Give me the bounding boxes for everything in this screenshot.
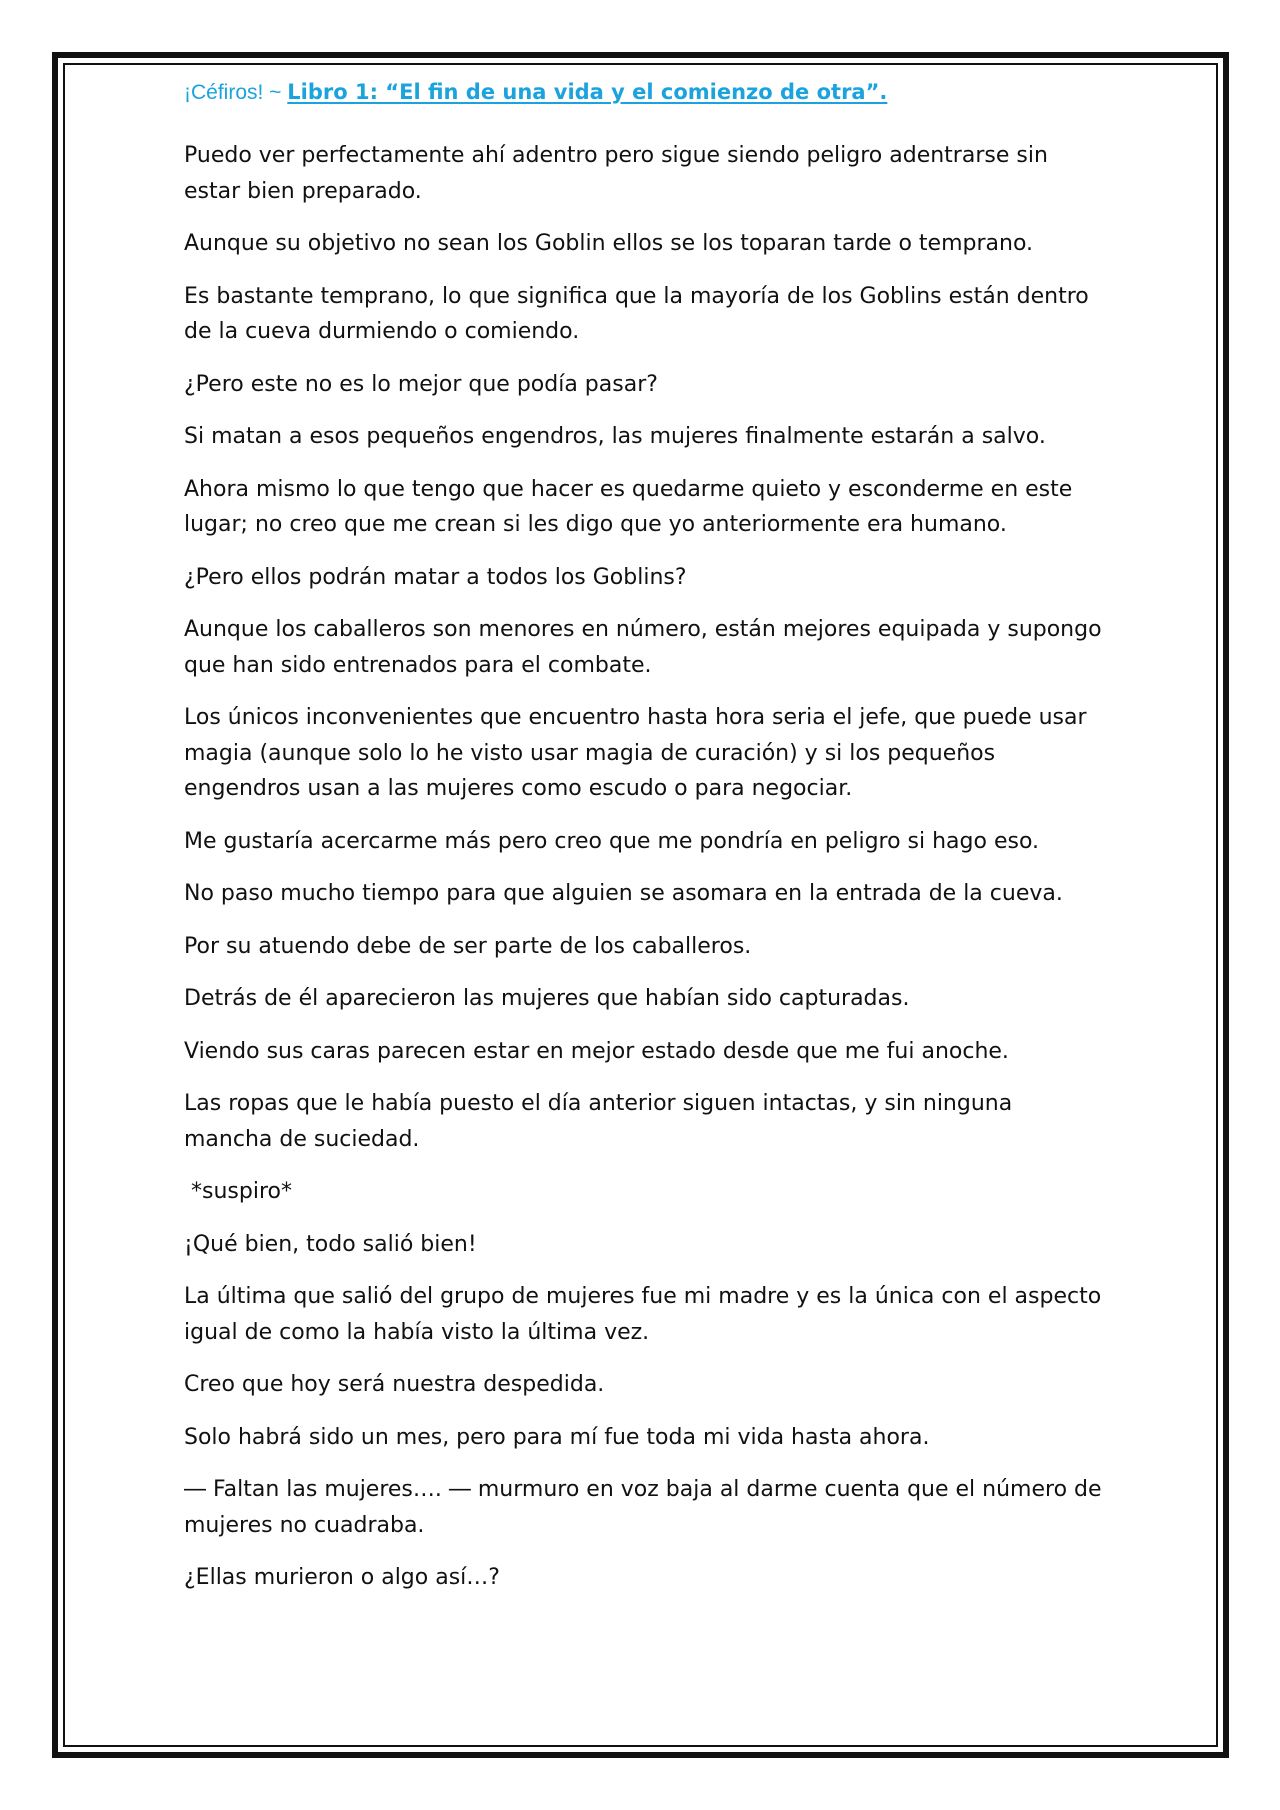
- paragraph: Los únicos inconvenientes que encuentro hasta hora seria el jefe, que puede usar magia (aunque solo lo he visto usar magia de curación) y si los pequeños engendros usan a las mujeres como escudo o para negociar.: [184, 705, 1087, 801]
- paragraph-sound-effect: *suspiro*: [191, 1179, 292, 1204]
- paragraph: Por su atuendo debe de ser parte de los caballeros.: [184, 933, 752, 959]
- paragraph: La última que salió del grupo de mujeres fue mi madre y es la única con el aspecto igual de como la había visto la última vez.: [184, 1284, 1102, 1345]
- book-title: Libro 1: “El fin de una vida y el comienzo de otra”.: [287, 80, 888, 104]
- paragraph: Detrás de él aparecieron las mujeres que habían sido capturadas.: [184, 986, 910, 1011]
- paragraph: ¡Qué bien, todo salió bien!: [184, 1231, 477, 1257]
- paragraph: Viendo sus caras parecen estar en mejor estado desde que me fui anoche.: [184, 1038, 1009, 1064]
- paragraph: ¿Pero este no es lo mejor que podía pasar?: [184, 371, 658, 397]
- paragraph: Me gustaría acercarme más pero creo que me pondría en peligro si hago eso.: [184, 828, 1040, 854]
- paragraph: Puedo ver perfectamente ahí adentro pero sigue siendo peligro adentrarse sin estar bien preparado.: [184, 143, 1048, 204]
- paragraph: Ahora mismo lo que tengo que hacer es quedarme quieto y esconderme en este lugar; no creo que me crean si les digo que yo anteriormente era humano.: [184, 476, 1073, 537]
- paragraph: ¿Pero ellos podrán matar a todos los Goblins?: [184, 564, 687, 590]
- page-header: [184, 70, 1104, 114]
- paragraph: Aunque los caballeros son menores en número, están mejores equipada y supongo que han sido entrenados para el combate.: [184, 617, 1102, 678]
- page-content: [184, 70, 1104, 1613]
- paragraph: Aunque su objetivo no sean los Goblin ellos se los toparan tarde o temprano.: [184, 231, 1034, 256]
- paragraph: No paso mucho tiempo para que alguien se asomara en la entrada de la cueva.: [184, 881, 1063, 906]
- paragraph: ― Faltan las mujeres…. ― murmuro en voz baja al darme cuenta que el número de mujeres no cuadraba.: [184, 1477, 1102, 1538]
- paragraph: Solo habrá sido un mes, pero para mí fue toda mi vida hasta ahora.: [184, 1424, 930, 1450]
- paragraph: ¿Ellas murieron o algo así…?: [184, 1565, 500, 1590]
- paragraph: Si matan a esos pequeños engendros, las mujeres finalmente estarán a salvo.: [184, 424, 1046, 449]
- paragraph: Creo que hoy será nuestra despedida.: [184, 1372, 605, 1397]
- series-title: ¡Céfiros! ~: [184, 81, 288, 104]
- paragraph: Es bastante temprano, lo que significa que la mayoría de los Goblins están dentro de la cueva durmiendo o comiendo.: [184, 283, 1089, 344]
- body-text: [184, 138, 1104, 1596]
- paragraph: Las ropas que le había puesto el día anterior siguen intactas, y sin ninguna mancha de suciedad.: [184, 1091, 1013, 1152]
